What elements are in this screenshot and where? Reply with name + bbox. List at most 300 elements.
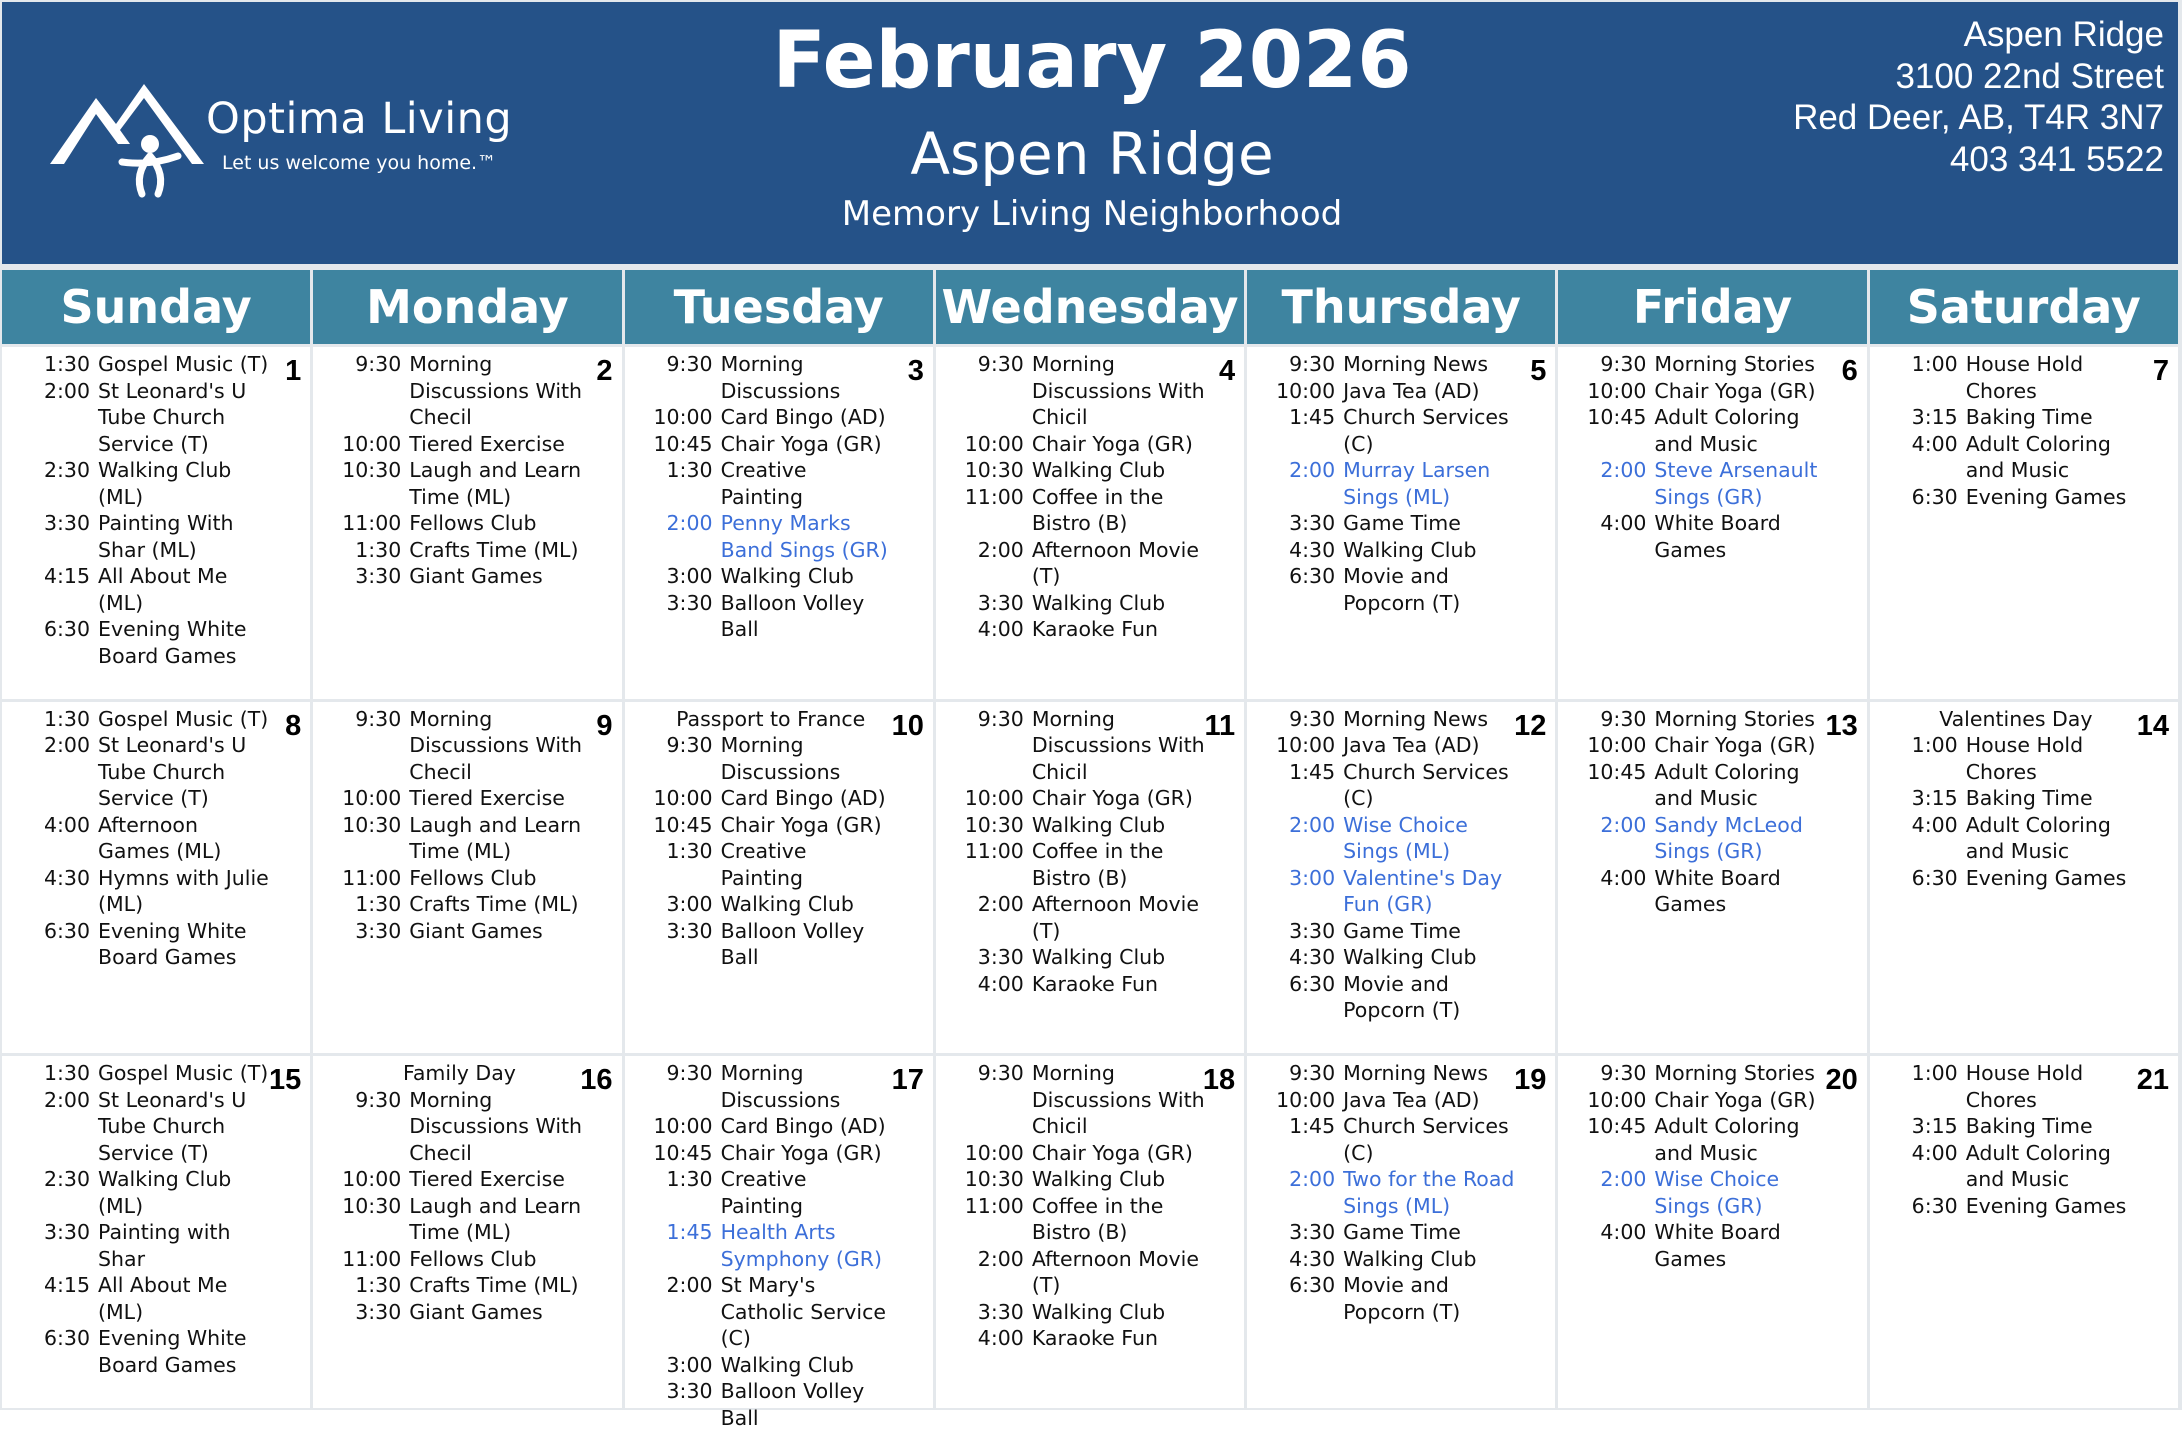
event-title: Crafts Time (ML) [409,1273,579,1298]
event-item [1580,865,1828,918]
day-cell [2,702,310,1054]
event-title: Church Services (C) [1343,759,1509,811]
weekday-tuesday: Tuesday [625,270,933,344]
event-title: Walking Club [1343,537,1477,562]
event-title: Evening White Board Games [98,1326,247,1377]
event-title: Church Services (C) [1343,1114,1509,1165]
day-note [647,706,895,733]
address-line: Aspen Ridge [1963,15,2164,54]
event-item [958,590,1206,617]
event-title: Afternoon Movie (T) [1031,1246,1199,1298]
day-note-text: Valentines Day [1939,706,2093,731]
day-cell [1558,1056,1866,1408]
event-item [1580,351,1828,378]
event-item [24,706,272,733]
date-number: 16 [580,1064,613,1097]
event-item [1269,351,1517,378]
event-list [647,706,895,971]
event-time: 11:00 [964,839,1024,864]
event-item [335,891,583,918]
event-title: Murray Larsen Sings (ML) [1343,458,1491,509]
event-item [1269,510,1517,537]
event-item [1269,537,1517,564]
event-title: Game Time [1343,1220,1461,1245]
event-item [24,1166,272,1219]
event-time: 1:45 [1289,1114,1336,1139]
event-item [24,378,272,458]
event-title: Chair Yoga (GR) [720,431,882,456]
event-time: 1:45 [666,1220,713,1245]
event-time: 2:00 [666,1273,713,1298]
day-cell [936,347,1244,699]
event-title: Morning Discussions [720,1061,841,1112]
event-title: Crafts Time (ML) [409,892,579,917]
event-time: 2:00 [977,537,1024,562]
event-time: 10:45 [1587,405,1647,429]
day-note [1892,706,2140,733]
event-time: 3:00 [666,564,713,588]
event-title: Hymns with Julie (ML) [98,865,269,917]
event-time: 6:30 [1289,1273,1336,1298]
event-item [24,918,272,971]
event-item [1269,1272,1517,1325]
event-item [335,918,583,945]
event-title: Afternoon Movie (T) [1031,537,1199,588]
event-item [1892,732,2140,785]
date-number: 4 [1219,355,1236,387]
day-cell [313,1056,621,1408]
event-time: 10:45 [653,431,713,456]
event-item [958,944,1206,971]
event-time: 2:00 [43,733,90,758]
event-title: Baking Time [1965,1114,2093,1139]
event-time: 9:30 [1289,352,1336,376]
event-time: 11:00 [964,1193,1024,1218]
event-title: Walking Club [720,892,854,917]
event-item [335,431,583,458]
event-item [958,1246,1206,1299]
event-item [958,1166,1206,1193]
event-time: 10:00 [964,786,1024,811]
event-title: Adult Coloring and Music [1965,812,2111,864]
event-item [647,563,895,590]
event-time: 10:00 [653,405,713,429]
event-list [958,706,1206,998]
event-title: Adult Coloring and Music [1654,1114,1800,1165]
event-item [958,1193,1206,1246]
event-list [647,351,895,643]
event-time: 4:30 [1289,945,1336,970]
event-time: 9:30 [1600,1061,1647,1086]
event-time: 1:30 [43,352,90,376]
event-title: Walking Club [1031,1299,1166,1324]
address-line: 3100 22nd Street [1895,56,2164,96]
event-title: St Mary's Catholic Service (C) [720,1273,886,1351]
event-time: 1:00 [1911,733,1958,758]
event-time: 9:30 [666,733,713,758]
event-title: Chair Yoga (GR) [720,812,882,837]
weekday-saturday: Saturday [1870,270,2178,344]
day-cell [2,347,310,699]
event-title: Gospel Music (T) [98,352,269,376]
event-title: Morning Stories [1654,1061,1815,1086]
event-item [1580,1166,1828,1219]
event-time: 4:00 [1600,865,1647,890]
event-time: 11:00 [342,865,402,890]
event-item [1580,1219,1828,1272]
event-title: Fellows Club [409,1246,537,1271]
event-title: Walking Club [1031,458,1166,482]
event-title: Chair Yoga (GR) [1031,431,1193,456]
event-item [1580,378,1828,405]
event-title: Balloon Volley Ball [720,1379,865,1430]
event-time: 1:45 [1289,405,1336,429]
event-item [1892,431,2140,484]
brand-tagline: Let us welcome you home.™ [222,152,497,174]
event-time: 3:00 [666,1352,713,1377]
date-number: 19 [1514,1064,1547,1097]
event-title: Chair Yoga (GR) [1654,1087,1816,1112]
event-title: Church Services (C) [1343,405,1509,456]
weekday-sunday: Sunday [2,270,310,344]
event-item [24,1060,272,1087]
event-time: 10:00 [964,431,1024,456]
event-item [958,1060,1206,1140]
event-time: 10:00 [1276,733,1336,758]
event-time: 10:30 [342,458,402,482]
event-time: 6:30 [1289,564,1336,588]
event-time: 9:30 [977,706,1024,731]
event-title: Baking Time [1965,786,2093,811]
day-cell [313,702,621,1054]
event-title: Java Tea (AD) [1343,378,1480,403]
event-time: 1:30 [43,706,90,731]
event-title: St Leonard's U Tube Church Service (T) [98,733,247,811]
event-time: 6:30 [1289,971,1336,996]
event-title: Tiered Exercise [409,431,565,456]
event-title: Two for the Road Sings (ML) [1343,1167,1515,1218]
event-list [1892,351,2140,510]
event-list [1269,1060,1517,1325]
event-title: Gospel Music (T) [98,1061,269,1086]
month-title: February 2026 [772,16,1412,106]
event-title: Java Tea (AD) [1343,733,1480,758]
day-cell [2,1056,310,1408]
event-title: Walking Club [1343,945,1477,970]
event-title: St Leonard's U Tube Church Service (T) [98,1087,247,1165]
event-list [958,1060,1206,1352]
date-number: 2 [596,355,613,387]
event-time: 2:00 [1289,458,1336,482]
event-title: Morning Discussions [720,352,841,403]
event-time: 1:30 [43,1061,90,1086]
event-time: 4:00 [1600,511,1647,535]
event-time: 3:30 [355,564,402,588]
event-title: Creative Painting [720,458,807,509]
address-block [1793,14,2164,180]
event-item [1892,404,2140,431]
event-time: 10:00 [342,1167,402,1192]
event-item [335,457,583,510]
event-time: 1:30 [355,892,402,917]
event-item [1580,1113,1828,1166]
event-time: 10:00 [1276,378,1336,403]
event-title: Adult Coloring and Music [1965,1140,2111,1192]
event-title: Painting With Shar (ML) [98,511,234,562]
event-time: 3:30 [977,1299,1024,1324]
event-item [647,838,895,891]
event-item [647,812,895,839]
event-title: Steve Arsenault Sings (GR) [1654,458,1818,509]
weekday-thursday: Thursday [1247,270,1555,344]
event-item [647,1219,895,1272]
weekday-friday: Friday [1558,270,1866,344]
event-title: All About Me (ML) [98,1273,228,1324]
event-list [1580,706,1828,918]
event-item [1269,457,1517,510]
event-item [1269,563,1517,616]
event-title: Morning Discussions With Checil [409,706,583,784]
event-title: Card Bingo (AD) [720,405,886,429]
event-title: Morning Discussions With Chicil [1031,1061,1205,1139]
event-time: 9:30 [666,352,713,376]
date-number: 13 [1825,709,1858,742]
day-note-text: Family Day [402,1061,516,1086]
event-item [1269,378,1517,405]
event-title: Health Arts Symphony (GR) [720,1220,882,1271]
event-time: 3:30 [977,590,1024,615]
event-item [1892,1193,2140,1220]
event-title: Game Time [1343,918,1461,943]
event-title: Adult Coloring and Music [1965,431,2111,482]
event-list [335,351,583,590]
event-title: St Leonard's U Tube Church Service (T) [98,378,247,456]
event-title: Evening White Board Games [98,918,247,970]
event-title: Wise Choice Sings (ML) [1343,812,1468,864]
event-title: Walking Club [720,1352,854,1377]
event-time: 4:00 [1911,812,1958,837]
event-item [335,351,583,431]
event-time: 3:15 [1911,786,1958,811]
event-time: 3:15 [1911,1114,1958,1139]
event-time: 9:30 [666,1061,713,1086]
event-title: Java Tea (AD) [1343,1087,1480,1112]
event-time: 10:00 [653,1114,713,1139]
event-time: 10:30 [342,812,402,837]
event-title: Morning Discussions With Chicil [1031,352,1205,429]
event-item [1892,1113,2140,1140]
event-item [1580,510,1828,563]
event-time: 2:00 [977,1246,1024,1271]
event-title: Morning Stories [1654,706,1815,731]
event-item [335,785,583,812]
event-item [647,891,895,918]
event-item [958,616,1206,643]
event-item [1269,732,1517,759]
event-list [1269,706,1517,1024]
event-time: 4:00 [1911,1140,1958,1165]
event-title: Chair Yoga (GR) [1031,1140,1193,1165]
event-item [1892,1140,2140,1193]
event-title: Card Bingo (AD) [720,1114,886,1139]
event-item [647,785,895,812]
event-time: 3:30 [1289,918,1336,943]
event-title: Laugh and Learn Time (ML) [409,458,582,509]
event-item [335,865,583,892]
event-time: 10:00 [1587,1087,1647,1112]
event-title: Painting with Shar [98,1220,231,1271]
event-time: 9:30 [1289,706,1336,731]
event-item [335,1299,583,1326]
event-time: 3:30 [355,1299,402,1324]
event-time: 2:00 [1289,812,1336,837]
date-number: 3 [907,355,924,387]
event-title: Giant Games [409,918,543,943]
event-time: 2:30 [43,1167,90,1192]
date-number: 7 [2152,355,2169,387]
event-title: House Hold Chores [1965,1061,2084,1112]
event-title: Tiered Exercise [409,1167,565,1192]
event-title: White Board Games [1654,511,1781,562]
event-title: Evening Games [1965,1193,2127,1218]
event-item [1269,404,1517,457]
day-cell [936,702,1244,1054]
home-name: Aspen Ridge [910,120,1274,188]
event-title: Walking Club (ML) [98,458,232,509]
event-time: 3:30 [1289,511,1336,535]
event-time: 9:30 [1600,352,1647,376]
event-item [1269,812,1517,865]
event-time: 9:30 [1289,1061,1336,1086]
event-item [1580,759,1828,812]
event-list [1580,1060,1828,1272]
event-item [647,457,895,510]
event-title: Chair Yoga (GR) [1031,786,1193,811]
event-item [335,812,583,865]
event-list [958,351,1206,643]
event-time: 4:00 [1911,431,1958,456]
event-time: 1:30 [666,839,713,864]
event-title: Gospel Music (T) [98,706,269,731]
event-item [1580,706,1828,733]
event-list [1892,1060,2140,1219]
date-number: 17 [891,1064,924,1097]
event-title: Sandy McLeod Sings (GR) [1654,812,1803,864]
event-title: Fellows Club [409,865,537,890]
event-title: Coffee in the Bistro (B) [1031,1193,1164,1245]
event-item [24,1219,272,1272]
date-number: 12 [1514,709,1547,742]
event-item [335,1272,583,1299]
event-item [647,918,895,971]
event-item [958,785,1206,812]
event-time: 11:00 [342,511,402,535]
event-title: Penny Marks Band Sings (GR) [720,511,888,562]
event-title: Morning Discussions [720,733,841,784]
event-time: 2:00 [43,378,90,403]
weekday-monday: Monday [313,270,621,344]
event-item [647,1166,895,1219]
event-item [647,1352,895,1379]
event-time: 10:00 [1587,378,1647,403]
event-time: 10:30 [964,812,1024,837]
event-item [1580,1087,1828,1114]
event-time: 10:45 [653,1140,713,1165]
event-item [1269,1166,1517,1219]
event-item [1892,484,2140,511]
event-time: 2:30 [43,458,90,482]
event-list [24,351,272,669]
event-time: 2:00 [1600,1167,1647,1192]
event-time: 1:45 [1289,759,1336,784]
event-title: Chair Yoga (GR) [720,1140,882,1165]
event-time: 9:30 [355,706,402,731]
event-time: 10:00 [342,431,402,456]
event-title: Morning News [1343,352,1489,376]
event-time: 4:15 [43,1273,90,1298]
phone-number: 403 341 5522 [1949,139,2164,179]
date-number: 18 [1202,1064,1236,1097]
event-time: 9:30 [355,352,402,376]
event-item [958,484,1206,537]
event-item [958,1299,1206,1326]
event-time: 4:00 [977,617,1024,641]
event-item [1269,706,1517,733]
event-item [335,1087,583,1167]
event-title: Crafts Time (ML) [409,537,579,562]
event-list [1269,351,1517,616]
event-title: Walking Club [1343,1246,1477,1271]
event-title: Balloon Volley Ball [720,918,865,970]
event-title: Movie and Popcorn (T) [1343,564,1461,615]
event-list [24,706,272,971]
event-item [1580,812,1828,865]
event-time: 1:00 [1911,352,1958,376]
event-time: 11:00 [342,1246,402,1271]
day-note-text: Passport to France [676,706,866,731]
event-item [1580,404,1828,457]
day-cell [1870,702,2178,1054]
event-item [958,537,1206,590]
event-title: Laugh and Learn Time (ML) [409,1193,582,1245]
event-item [1580,732,1828,759]
event-item [958,891,1206,944]
event-title: Chair Yoga (GR) [1654,733,1816,758]
day-note [335,1060,583,1087]
day-cell [625,347,933,699]
neighborhood-name: Memory Living Neighborhood [841,194,1343,234]
event-item [647,732,895,785]
event-time: 6:30 [43,918,90,943]
event-time: 2:00 [666,511,713,535]
event-item [1269,971,1517,1024]
event-title: Adult Coloring and Music [1654,405,1800,456]
event-title: Wise Choice Sings (GR) [1654,1167,1780,1218]
event-title: Balloon Volley Ball [720,590,865,641]
event-time: 1:00 [1911,1061,1958,1086]
event-item [335,1246,583,1273]
event-time: 10:00 [1276,1087,1336,1112]
day-cell [1870,347,2178,699]
event-item [1892,812,2140,865]
event-time: 10:30 [964,1167,1024,1192]
event-title: Fellows Club [409,511,537,535]
event-item [1269,759,1517,812]
event-title: House Hold Chores [1965,352,2084,403]
event-item [24,563,272,616]
event-title: Morning Stories [1654,352,1815,376]
event-title: White Board Games [1654,865,1781,917]
